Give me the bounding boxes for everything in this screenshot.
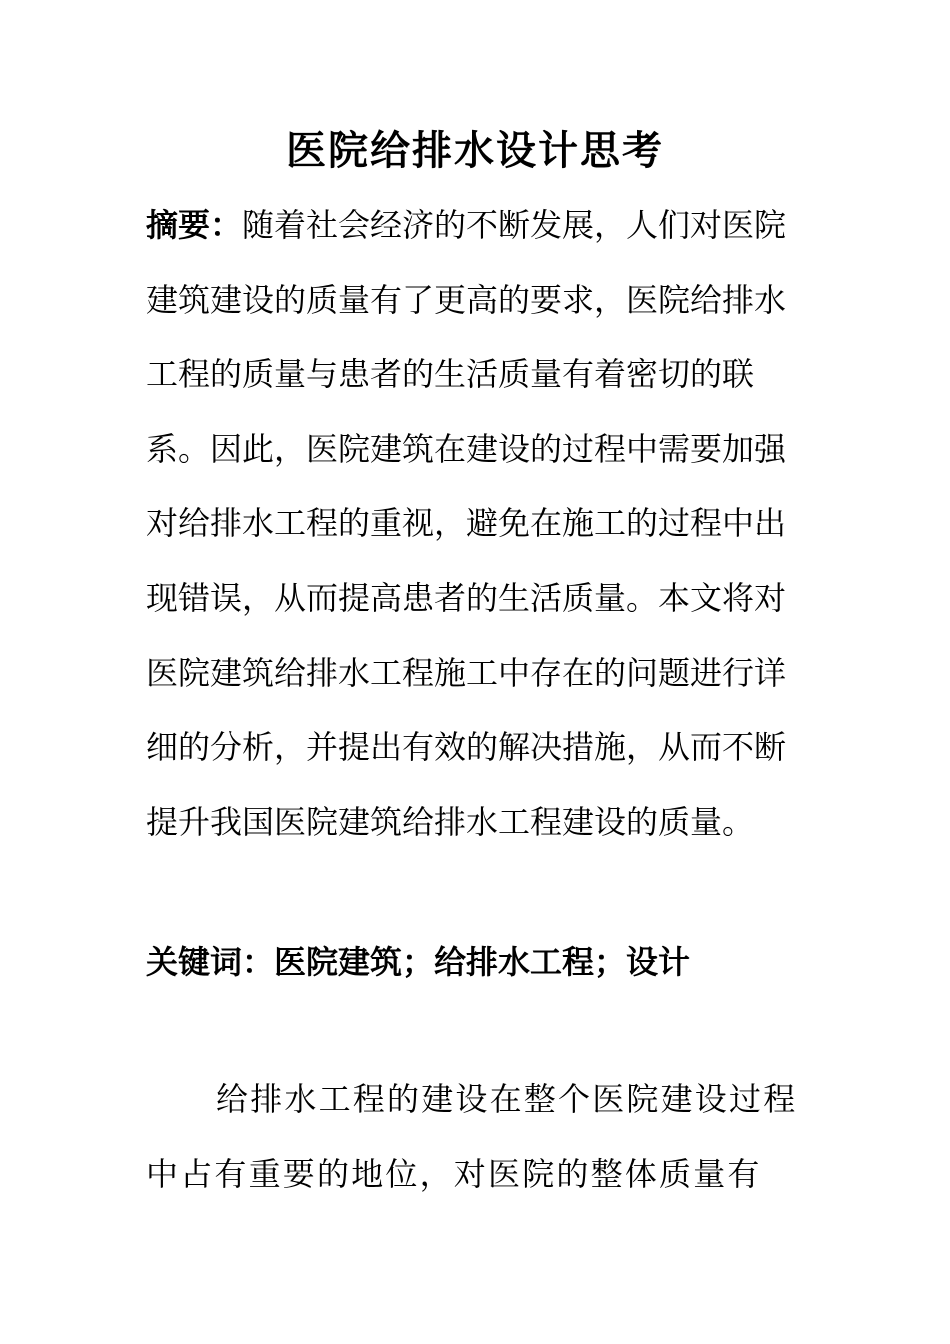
- abstract-text: 随着社会经济的不断发展，人们对医院建筑建设的质量有了更高的要求，医院给排水工程的质量与患者的生活质量有着密切的联系。因此，医院建筑在建设的过程中需要加强对给排水工程的重视，避免在施工的过程中出现错误，从而提高患者的生活质量。本文将对医院建筑给排水工程施工中存在的问题进行详细的分析，并提出有效的解决措施，从而不断提升我国医院建筑给排水工程建设的质量。: [146, 206, 787, 841]
- abstract-paragraph: [146, 188, 806, 859]
- abstract-label: 摘要：: [146, 206, 243, 244]
- document-title: 医院给排水设计思考: [286, 127, 664, 174]
- keywords-line: 关键词：医院建筑；给排水工程；设计: [146, 943, 691, 981]
- body-paragraph: 给排水工程的建设在整个医院建设过程中占有重要的地位，对医院的整体质量有: [146, 1080, 798, 1193]
